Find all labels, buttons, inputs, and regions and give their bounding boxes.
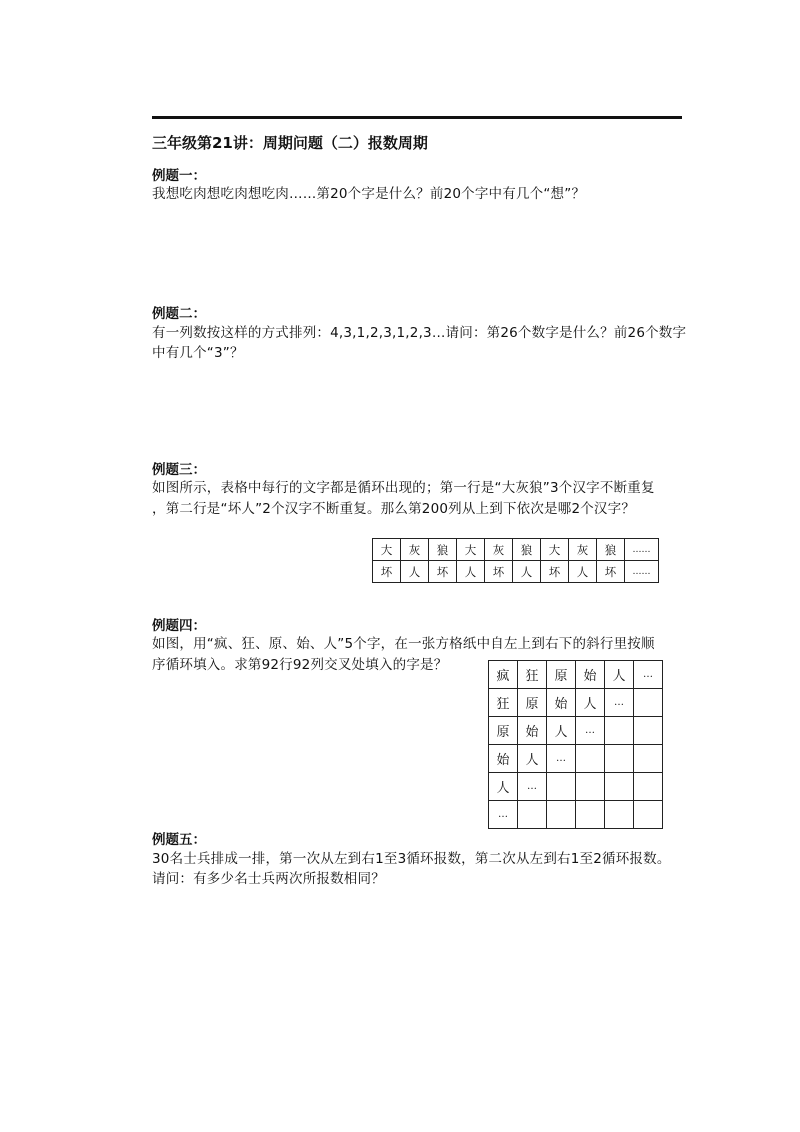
example-2-text-line-2: 中有几个“3”？ [152, 345, 244, 361]
table-cell [634, 801, 663, 829]
table-cell-ellipsis: … [576, 717, 605, 745]
example-4-text-line-2: 序循环填入。求第92行92列交叉处填入的字是？ [152, 657, 448, 673]
table-cell [576, 745, 605, 773]
table-cell: 人 [401, 561, 429, 583]
table-cell: 人 [547, 717, 576, 745]
example-4-text-line-1: 如图，用“疯、狂、原、始、人”5个字，在一张方格纸中自左上到右下的斜行里按顺 [152, 636, 655, 652]
table-cell: 狂 [518, 661, 547, 689]
table-row [489, 801, 663, 829]
table-cell [634, 745, 663, 773]
example-3-text-line-1: 如图所示，表格中每行的文字都是循环出现的；第一行是“大灰狼”3个汉字不断重复 [152, 480, 655, 496]
table-cell: 狂 [489, 689, 518, 717]
example-1-heading: 例题一： [152, 168, 206, 184]
table-cell: 狼 [513, 539, 541, 561]
table-cell: 始 [576, 661, 605, 689]
table-cell: 人 [518, 745, 547, 773]
table-cell: 灰 [401, 539, 429, 561]
table-row [373, 539, 659, 561]
table-cell: 坏 [429, 561, 457, 583]
table-cell: 坏 [485, 561, 513, 583]
table-cell: 人 [569, 561, 597, 583]
table-row [373, 561, 659, 583]
table-cell: 人 [605, 661, 634, 689]
table-cell [605, 745, 634, 773]
table-cell: 大 [457, 539, 485, 561]
table-row [489, 661, 663, 689]
table-cell: 坏 [541, 561, 569, 583]
table-row [489, 773, 663, 801]
table-cell [634, 717, 663, 745]
table-cell-ellipsis: … [605, 689, 634, 717]
table-cell-ellipsis: … [634, 661, 663, 689]
table-cell: 人 [513, 561, 541, 583]
wolf-cycle-table [372, 538, 659, 583]
table-cell: 坏 [373, 561, 401, 583]
table-cell: 人 [457, 561, 485, 583]
example-5-text-line-1: 30名士兵排成一排，第一次从左到右1至3循环报数，第二次从左到右1至2循环报数。 [152, 851, 671, 867]
example-1-text: 我想吃肉想吃肉想吃肉……第20个字是什么？前20个字中有几个“想”？ [152, 186, 586, 202]
example-2-heading: 例题二： [152, 306, 206, 322]
table-cell [605, 801, 634, 829]
table-cell [634, 773, 663, 801]
table-cell: 原 [518, 689, 547, 717]
table-cell: 人 [489, 773, 518, 801]
table-cell [634, 689, 663, 717]
table-cell: 人 [576, 689, 605, 717]
table-row [489, 745, 663, 773]
table-cell [518, 801, 547, 829]
table-cell [605, 773, 634, 801]
table-cell: 始 [489, 745, 518, 773]
page-title: 三年级第21讲：周期问题（二）报数周期 [152, 134, 428, 152]
example-2-text-line-1: 有一列数按这样的方式排列：4,3,1,2,3,1,2,3…请问：第26个数字是什么？前26个数字 [152, 325, 687, 341]
table-cell [576, 801, 605, 829]
table-cell: 疯 [489, 661, 518, 689]
table-cell [576, 773, 605, 801]
table-cell: 原 [547, 661, 576, 689]
table-cell [605, 717, 634, 745]
example-3-text-line-2: ，第二行是“坏人”2个汉字不断重复。那么第200列从上到下依次是哪2个汉字？ [152, 501, 636, 517]
table-cell: 灰 [485, 539, 513, 561]
table-cell-ellipsis: … [489, 801, 518, 829]
table-cell-ellipsis: … [547, 745, 576, 773]
table-cell: 始 [547, 689, 576, 717]
table-cell-ellipsis: … [518, 773, 547, 801]
table-cell: 始 [518, 717, 547, 745]
table-cell [547, 801, 576, 829]
table-cell: 灰 [569, 539, 597, 561]
table-cell: 大 [373, 539, 401, 561]
table-cell-ellipsis: …… [625, 539, 659, 561]
table-row [489, 717, 663, 745]
table-cell: 坏 [597, 561, 625, 583]
table-cell: 原 [489, 717, 518, 745]
example-3-heading: 例题三： [152, 462, 206, 478]
diagonal-grid-table [488, 660, 663, 829]
example-5-heading: 例题五： [152, 832, 206, 848]
example-5-text-line-2: 请问：有多少名士兵两次所报数相同？ [152, 871, 385, 887]
table-cell: 狼 [429, 539, 457, 561]
table-cell: 大 [541, 539, 569, 561]
table-cell [547, 773, 576, 801]
example-4-heading: 例题四： [152, 618, 206, 634]
header-rule [152, 116, 682, 119]
table-row [489, 689, 663, 717]
table-cell-ellipsis: …… [625, 561, 659, 583]
table-cell: 狼 [597, 539, 625, 561]
